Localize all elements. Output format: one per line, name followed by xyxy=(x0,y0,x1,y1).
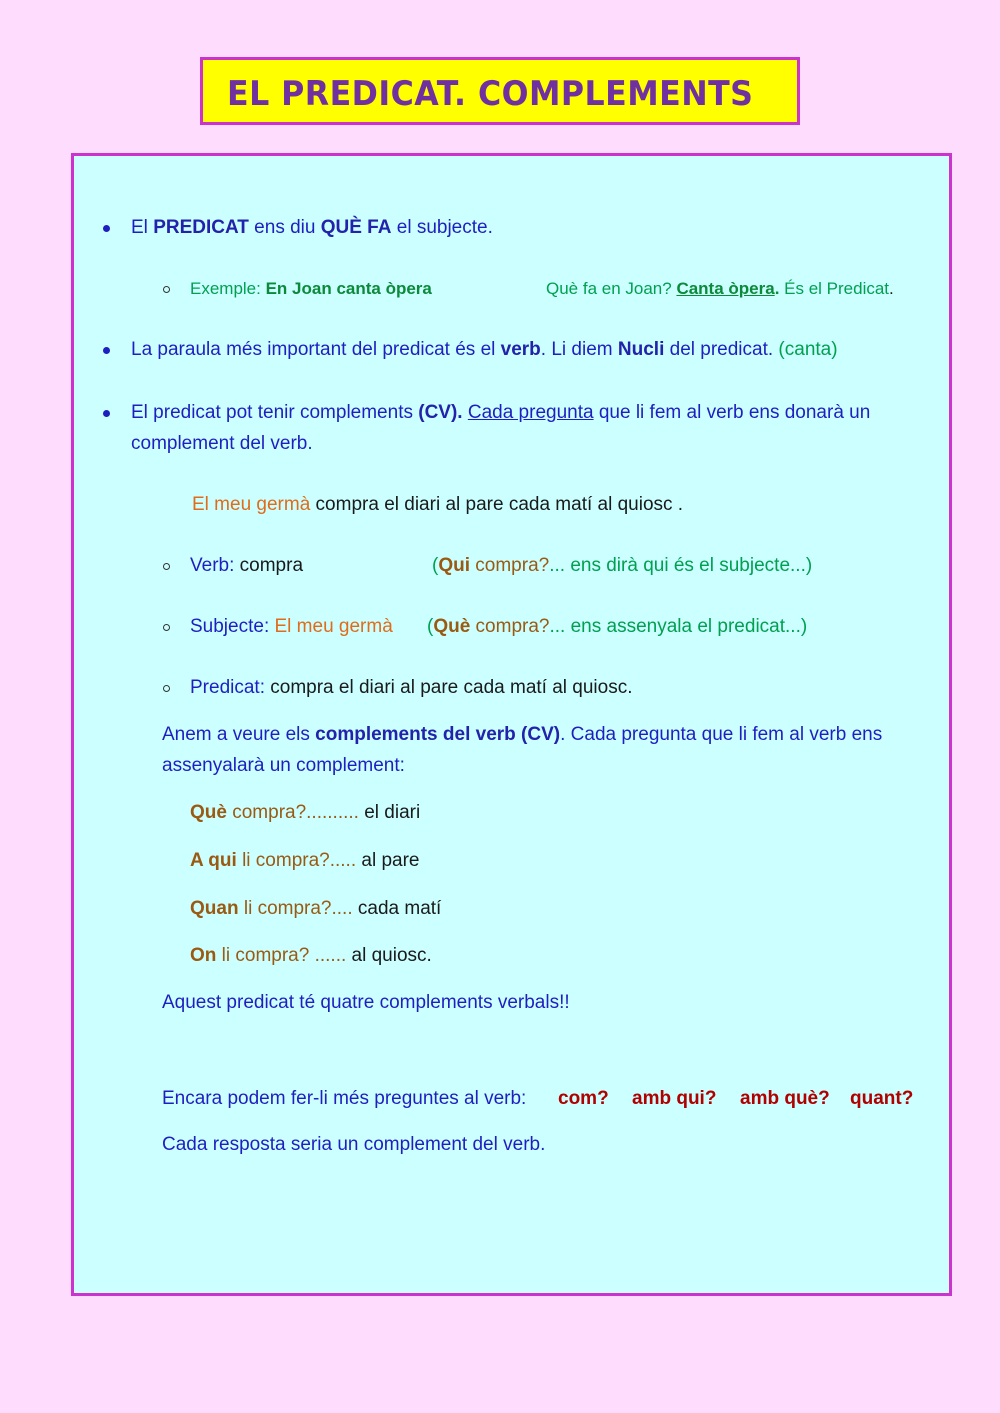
question-on: On li compra? ...... al quiosc. xyxy=(190,945,432,966)
complements-intro: Anem a veure els complements del verb (CV). Cada pregunta que li fem al verb ens xyxy=(162,724,883,745)
question-quan: Quan li compra?.... cada matí xyxy=(190,898,442,919)
bullet-complements-cont: complement del verb. xyxy=(131,433,313,454)
more-questions-label: Encara podem fer-li més preguntes al verb: xyxy=(162,1088,527,1109)
example-answer: Què fa en Joan? Canta òpera. És el Predicat. xyxy=(546,279,894,298)
bullet-dot xyxy=(103,225,110,232)
closing-line: Cada resposta seria un complement del verb. xyxy=(162,1134,546,1155)
sub-bullet-circle xyxy=(163,563,170,570)
complements-intro-cont: assenyalarà un complement: xyxy=(162,755,405,776)
question-com: com? xyxy=(558,1088,609,1109)
bullet-predicat: El PREDICAT ens diu QUÈ FA el subjecte. xyxy=(131,217,493,238)
subject-line: Subjecte: El meu germà xyxy=(190,616,393,637)
bullet-complements: El predicat pot tenir complements (CV). Cada pregunta que li fem al verb ens donarà un xyxy=(131,402,871,423)
question-amb-que: amb què? xyxy=(740,1088,830,1109)
question-quant: quant? xyxy=(850,1088,914,1109)
verb-line: Verb: compra xyxy=(190,555,304,576)
question-amb-qui: amb qui? xyxy=(632,1088,717,1109)
summary-line: Aquest predicat té quatre complements verbals!! xyxy=(162,992,570,1013)
predicate-line: Predicat: compra el diari al pare cada matí al quiosc. xyxy=(190,677,633,698)
sub-bullet-circle xyxy=(163,624,170,631)
page-title: EL PREDICAT. COMPLEMENTS xyxy=(227,74,754,114)
verb-question: (Qui compra?... ens dirà qui és el subjecte...) xyxy=(432,555,813,576)
subject-question: (Què compra?... ens assenyala el predicat...) xyxy=(427,616,808,637)
sub-bullet-circle xyxy=(163,286,170,293)
question-que: Què compra?.......... el diari xyxy=(190,802,421,823)
sub-bullet-circle xyxy=(163,685,170,692)
bullet-nucli: La paraula més important del predicat és el verb. Li diem Nucli del predicat. (canta) xyxy=(131,339,838,360)
bullet-dot xyxy=(103,347,110,354)
bullet-dot xyxy=(103,410,110,417)
example-line: Exemple: En Joan canta òpera xyxy=(190,279,432,298)
question-a-qui: A qui li compra?..... al pare xyxy=(190,850,420,871)
example-sentence: El meu germà compra el diari al pare cada matí al quiosc . xyxy=(192,494,684,515)
title-box xyxy=(200,57,800,125)
